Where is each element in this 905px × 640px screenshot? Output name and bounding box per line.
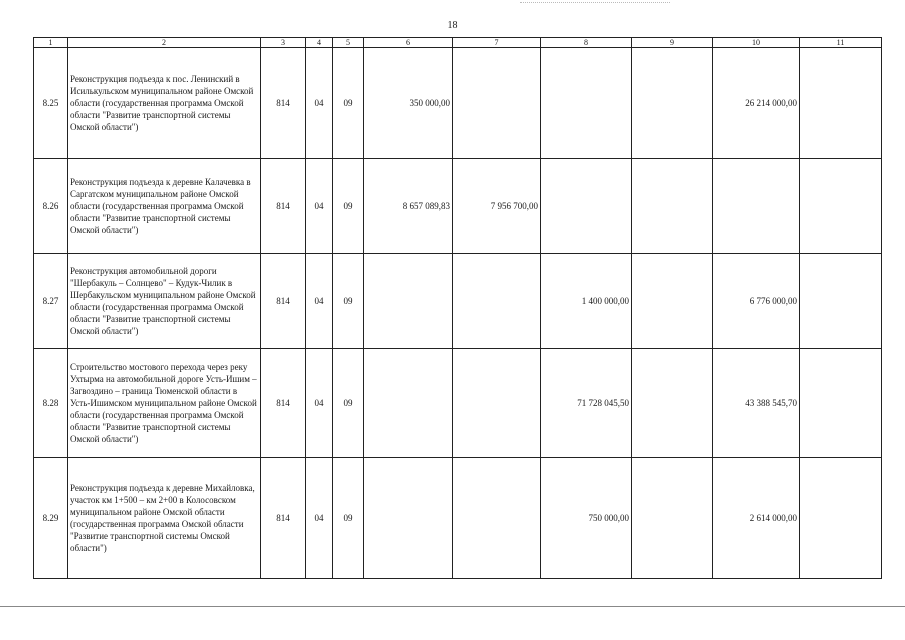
- table-row: [34, 254, 882, 349]
- amount-cell: [453, 458, 541, 579]
- code-cell: 04: [306, 159, 333, 254]
- column-header: 1: [34, 38, 68, 48]
- table-row: [34, 458, 882, 579]
- amount-cell: [453, 349, 541, 458]
- amount-cell: [800, 48, 882, 159]
- amount-cell: [364, 349, 453, 458]
- page-number: 18: [447, 20, 458, 31]
- amount-cell: 26 214 000,00: [713, 48, 800, 159]
- table-row: [34, 159, 882, 254]
- code-cell: 814: [261, 458, 306, 579]
- code-cell: 09: [333, 48, 364, 159]
- column-header: 11: [800, 38, 882, 48]
- column-header: 7: [453, 38, 541, 48]
- code-cell: 814: [261, 48, 306, 159]
- amount-cell: 6 776 000,00: [713, 254, 800, 349]
- table-row: [34, 48, 882, 159]
- amount-cell: 750 000,00: [541, 458, 632, 579]
- amount-cell: 2 614 000,00: [713, 458, 800, 579]
- row-number: 8.28: [34, 349, 68, 458]
- amount-cell: 1 400 000,00: [541, 254, 632, 349]
- budget-table: [33, 37, 882, 579]
- code-cell: 814: [261, 159, 306, 254]
- code-cell: 04: [306, 48, 333, 159]
- amount-cell: [632, 254, 713, 349]
- amount-cell: 71 728 045,50: [541, 349, 632, 458]
- table-row: [34, 349, 882, 458]
- code-cell: 04: [306, 349, 333, 458]
- code-cell: 04: [306, 458, 333, 579]
- amount-cell: [632, 349, 713, 458]
- code-cell: 04: [306, 254, 333, 349]
- amount-cell: [800, 349, 882, 458]
- column-header: 8: [541, 38, 632, 48]
- row-description: Строительство мостового перехода через реку Ухтырма на автомобильной дороге Усть-Ишим – Загвоздино – граница Тюменской области в Усть-Ишимском муниципальном районе Омской области (государственная программа Омской области "Развитие транспортной системы Омской области"): [68, 349, 261, 458]
- code-cell: 814: [261, 254, 306, 349]
- amount-cell: [632, 458, 713, 579]
- amount-cell: [453, 48, 541, 159]
- amount-cell: [800, 159, 882, 254]
- amount-cell: [800, 254, 882, 349]
- amount-cell: 350 000,00: [364, 48, 453, 159]
- row-number: 8.27: [34, 254, 68, 349]
- header-row: [34, 38, 882, 48]
- amount-cell: 8 657 089,83: [364, 159, 453, 254]
- column-header: 9: [632, 38, 713, 48]
- code-cell: 09: [333, 254, 364, 349]
- code-cell: 09: [333, 159, 364, 254]
- amount-cell: [541, 159, 632, 254]
- row-description: Реконструкция автомобильной дороги "Шербакуль – Солнцево" – Кудук-Чилик в Шербакульском муниципальном районе Омской области (государственная программа Омской области "Развитие транспортной системы Омской области"): [68, 254, 261, 349]
- code-cell: 09: [333, 349, 364, 458]
- row-description: Реконструкция подъезда к пос. Ленинский в Исилькульском муниципальном районе Омской области (государственная программа Омской области "Развитие транспортной системы Омской области"): [68, 48, 261, 159]
- amount-cell: [364, 458, 453, 579]
- amount-cell: 43 388 545,70: [713, 349, 800, 458]
- column-header: 3: [261, 38, 306, 48]
- row-number: 8.25: [34, 48, 68, 159]
- amount-cell: [453, 254, 541, 349]
- amount-cell: [632, 159, 713, 254]
- column-header: 10: [713, 38, 800, 48]
- column-header: 5: [333, 38, 364, 48]
- scan-artifact-top: [520, 2, 670, 3]
- scan-artifact-bottom: [0, 606, 905, 607]
- column-header: 6: [364, 38, 453, 48]
- amount-cell: [800, 458, 882, 579]
- amount-cell: [541, 48, 632, 159]
- row-number: 8.29: [34, 458, 68, 579]
- column-header: 4: [306, 38, 333, 48]
- code-cell: 09: [333, 458, 364, 579]
- amount-cell: [713, 159, 800, 254]
- row-number: 8.26: [34, 159, 68, 254]
- amount-cell: [364, 254, 453, 349]
- amount-cell: [632, 48, 713, 159]
- column-header: 2: [68, 38, 261, 48]
- code-cell: 814: [261, 349, 306, 458]
- row-description: Реконструкция подъезда к деревне Михайловка, участок км 1+500 – км 2+00 в Колосовском муниципальном районе Омской области (государственная программа Омской области "Развитие транспортной системы Омской области"): [68, 458, 261, 579]
- row-description: Реконструкция подъезда к деревне Калачевка в Саргатском муниципальном районе Омской области (государственная программа Омской области "Развитие транспортной системы Омской области"): [68, 159, 261, 254]
- amount-cell: 7 956 700,00: [453, 159, 541, 254]
